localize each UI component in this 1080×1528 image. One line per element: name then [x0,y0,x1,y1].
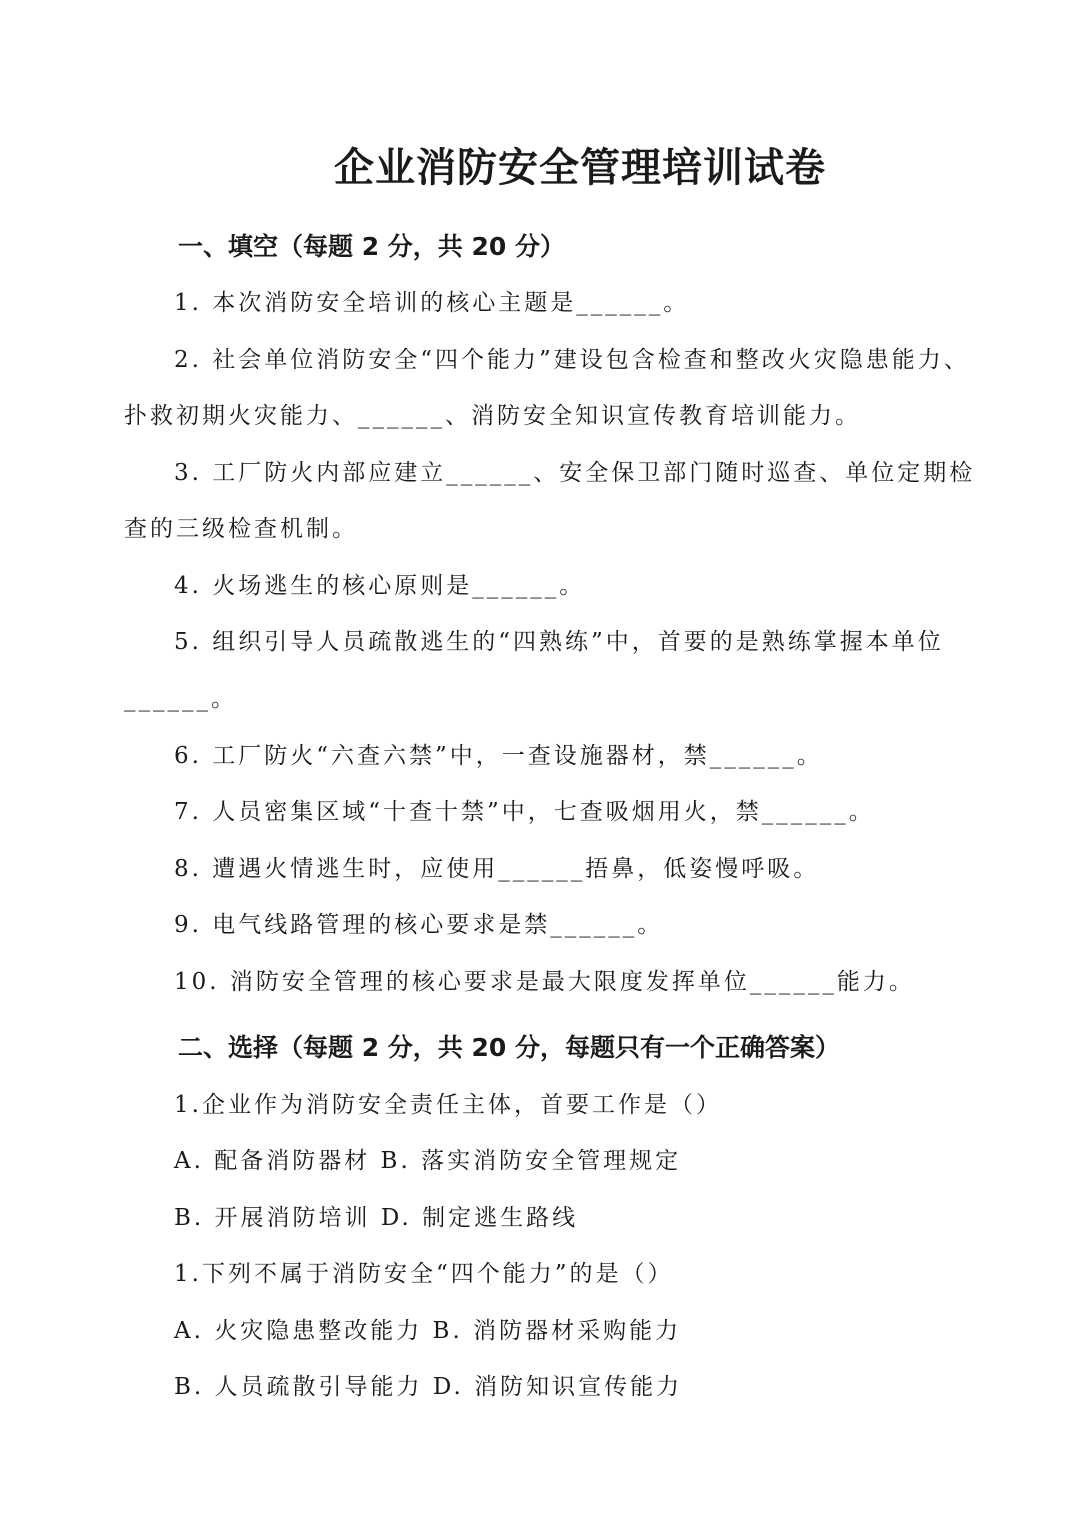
question-line: 扑救初期火灾能力、______、消防安全知识宣传教育培训能力。 [124,403,861,429]
question-line: 1.下列不属于消防安全“四个能力”的是（） [174,1261,674,1287]
option-line: A. 火灾隐患整改能力 B. 消防器材采购能力 [174,1318,682,1344]
question-line: 2. 社会单位消防安全“四个能力”建设包含检查和整改火灾隐患能力、 [174,347,970,373]
question-line: 1.企业作为消防安全责任主体，首要工作是（） [174,1092,722,1118]
option-line: B. 开展消防培训 D. 制定逃生路线 [174,1205,579,1231]
question-line: 10. 消防安全管理的核心要求是最大限度发挥单位______能力。 [174,969,915,995]
question-line: 8. 遭遇火情逃生时，应使用______捂鼻，低姿慢呼吸。 [174,856,820,882]
question-line: 7. 人员密集区域“十查十禁”中，七查吸烟用火，禁______。 [174,799,875,825]
question-line: 1. 本次消防安全培训的核心主题是______。 [174,290,690,316]
question-line: 4. 火场逃生的核心原则是______。 [174,573,586,599]
question-line: 6. 工厂防火“六查六禁”中，一查设施器材，禁______。 [174,743,823,769]
question-line: 查的三级检查机制。 [124,516,358,542]
option-line: A. 配备消防器材 B. 落实消防安全管理规定 [174,1148,682,1174]
section-heading-multiple-choice: 二、选择（每题 2 分，共 20 分，每题只有一个正确答案） [178,1033,841,1062]
section-heading-fill-in: 一、填空（每题 2 分，共 20 分） [178,232,566,261]
option-line: B. 人员疏散引导能力 D. 消防知识宣传能力 [174,1374,683,1400]
question-line: 9. 电气线路管理的核心要求是禁______。 [174,912,664,938]
document-title: 企业消防安全管理培训试卷 [334,145,826,191]
question-line: ______。 [124,686,237,712]
question-line: 3. 工厂防火内部应建立______、安全保卫部门随时巡查、单位定期检 [174,460,976,486]
question-line: 5. 组织引导人员疏散逃生的“四熟练”中，首要的是熟练掌握本单位 [174,629,944,655]
